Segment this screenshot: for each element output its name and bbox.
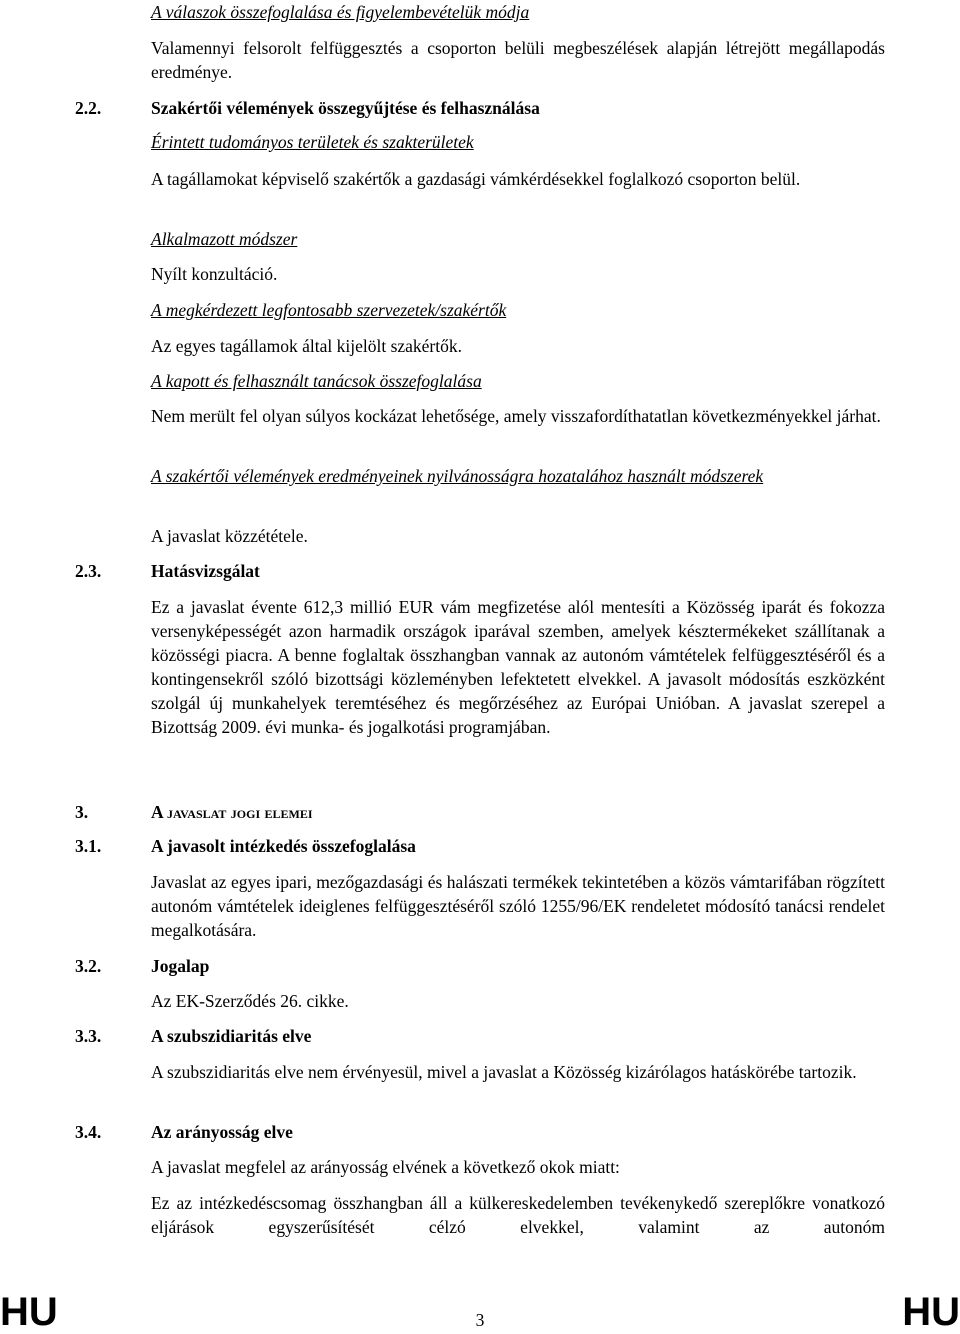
section-title-2-2: Szakértői vélemények összegyűjtése és felhasználása	[151, 98, 540, 118]
paragraph-method: Nyílt konzultáció.	[151, 264, 278, 284]
section-number-3-4: 3.4.	[75, 1122, 102, 1142]
paragraph-measure: Javaslat az egyes ipari, mezőgazdasági és halászati termékek tekintetében a közös vámtarifában rögzített autonóm vámtételek ideiglenes felfüggesztéséről szóló 1255/96/EK rendeletet módosító tanácsi rendelet megalkotására.	[151, 872, 885, 940]
page-number: 3	[475, 1310, 485, 1330]
subheading-fields: Érintett tudományos területek és szakterületek	[151, 132, 474, 152]
section-number-3-1: 3.1.	[75, 836, 102, 856]
subheading-summary: A válaszok összefoglalása és figyelembevételük módja	[151, 2, 530, 22]
paragraph-summary: Valamennyi felsorolt felfüggesztés a csoporton belüli megbeszélések alapján létrejött megállapodás eredménye.	[151, 38, 885, 82]
section-title-3-3: A szubszidiaritás elve	[151, 1026, 312, 1046]
subheading-method: Alkalmazott módszer	[151, 229, 298, 249]
language-code-left: HU	[0, 1290, 58, 1334]
paragraph-proportionality: Ez az intézkedéscsomag összhangban áll a külkereskedelemben tevékenykedő szereplőkre vonatkozó eljárások egyszerűsítését célzó elvekkel, valamint az autonóm	[151, 1193, 885, 1237]
paragraph-subsidiarity: A szubszidiaritás elve nem érvényesül, mivel a javaslat a Közösség kizárólagos hatáskörébe tartozik.	[151, 1062, 857, 1082]
paragraph-publication: A javaslat közzététele.	[151, 526, 308, 546]
section-number-3: 3.	[75, 802, 89, 822]
section-number-2-2: 2.2.	[75, 98, 102, 118]
paragraph-organisations: Az egyes tagállamok által kijelölt szakértők.	[151, 336, 463, 356]
subheading-organisations: A megkérdezett legfontosabb szervezetek/szakértők	[151, 300, 507, 320]
section-title-3-1: A javasolt intézkedés összefoglalása	[151, 836, 416, 856]
subheading-advice: A kapott és felhasznált tanácsok összefoglalása	[151, 371, 482, 391]
section-number-2-3: 2.3.	[75, 561, 102, 581]
section-title-3-2: Jogalap	[151, 956, 210, 976]
section-title-2-3: Hatásvizsgálat	[151, 561, 260, 581]
paragraph-fields: A tagállamokat képviselő szakértők a gazdasági vámkérdésekkel foglalkozó csoporton belül.	[151, 169, 801, 189]
paragraph-proportionality-intro: A javaslat megfelel az arányosság elvének a következő okok miatt:	[151, 1157, 620, 1177]
paragraph-impact: Ez a javaslat évente 612,3 millió EUR vám megfizetése alól mentesíti a Közösség iparát és fokozza versenyképességét azon harmadik országok iparával szemben, amelyek késztermékeket szállítanak a közösségi piacra. A benne foglaltak összhangban vannak az autonóm vámtételek felfüggesztéséről és a kontingensekről szóló bizottsági közleményben lefektetett elvekkel. A javasolt módosítás eszközként szolgál új munkahelyek teremtéséhez és megőrzéséhez az Európai Unióban. A javaslat szerepel a Bizottság 2009. évi munka- és jogalkotási programjában.	[151, 597, 885, 737]
section-number-3-3: 3.3.	[75, 1026, 102, 1046]
section-title-3-4: Az arányosság elve	[151, 1122, 293, 1142]
section-number-3-2: 3.2.	[75, 956, 102, 976]
paragraph-advice: Nem merült fel olyan súlyos kockázat lehetősége, amely visszafordíthatatlan következményekkel járhat.	[151, 406, 881, 426]
paragraph-legal-basis: Az EK-Szerződés 26. cikke.	[151, 991, 349, 1011]
language-code-right: HU	[902, 1290, 960, 1334]
section-title-3: A javaslat jogi elemei	[151, 802, 313, 822]
subheading-publication: A szakértői vélemények eredményeinek nyilvánosságra hozatalához használt módszerek	[151, 466, 764, 486]
